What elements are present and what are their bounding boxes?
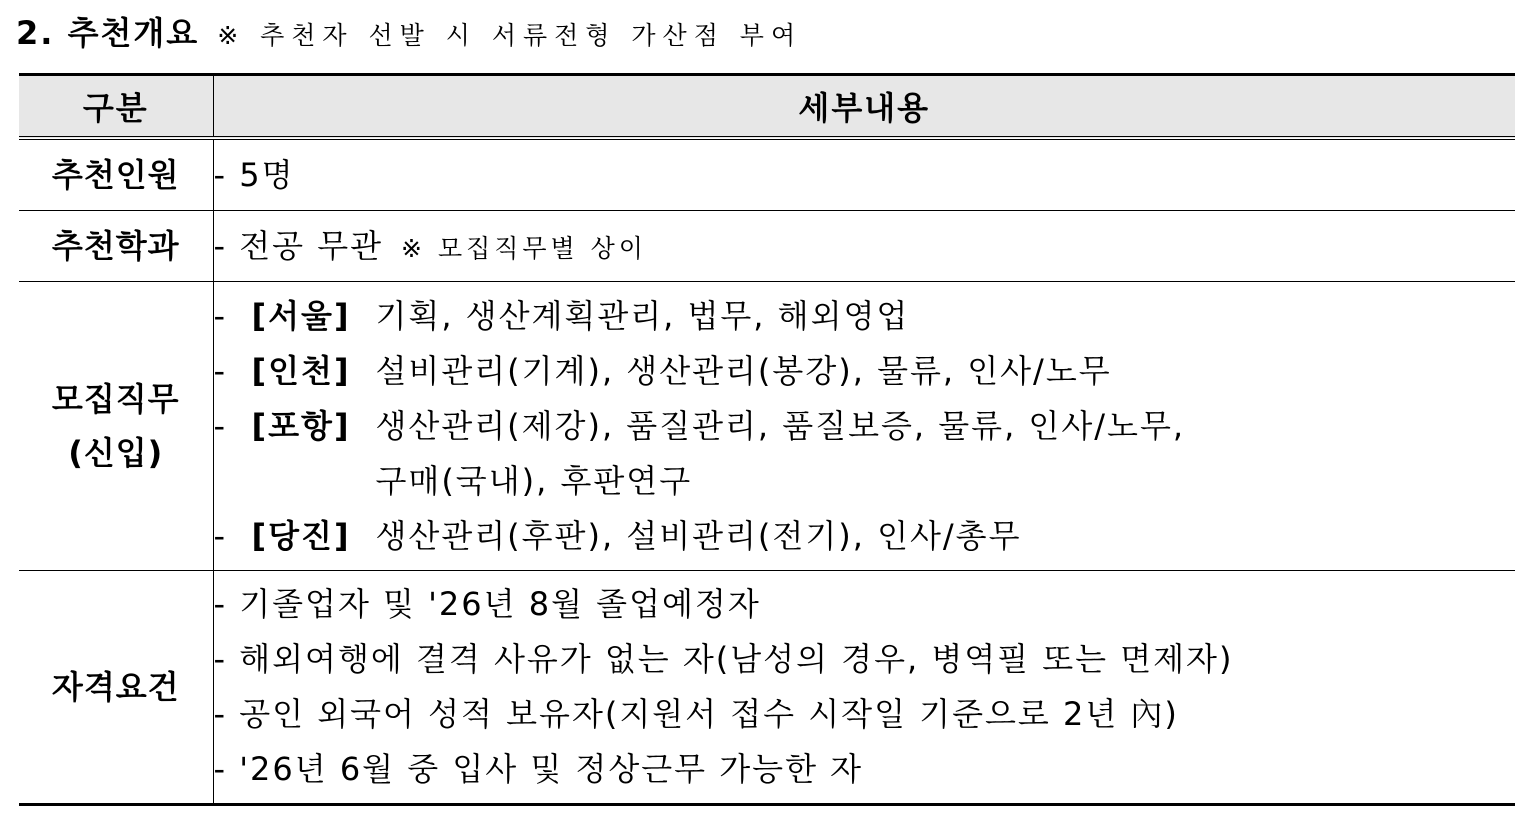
bullet-dash: - xyxy=(213,516,228,555)
major-text: - 전공 무관 xyxy=(213,226,384,265)
table-row-major xyxy=(19,211,1515,282)
job-location: [서울] xyxy=(251,296,351,335)
table-row-count xyxy=(19,138,1515,211)
bullet-dash: - xyxy=(213,406,228,445)
row-label-major: 추천학과 xyxy=(19,211,213,282)
qualification-line: - 해외여행에 결격 사유가 없는 자(남성의 경우, 병역필 또는 면제자) xyxy=(213,640,1234,678)
row-content-qualifications xyxy=(213,571,1515,805)
job-entry-seoul xyxy=(214,289,1516,344)
row-content-major xyxy=(213,211,1515,282)
qualification-line: - 공인 외국어 성적 보유자(지원서 접수 시작일 기준으로 2년 內) xyxy=(213,695,1179,733)
table-row-qualifications xyxy=(19,571,1515,805)
job-entry-pohang-continuation: 구매(국내), 후판연구 xyxy=(375,461,693,500)
jobs-label-line1: 모집직무 xyxy=(51,380,180,418)
job-location: [당진] xyxy=(251,516,351,555)
major-line xyxy=(214,219,1516,274)
recommendation-overview-table xyxy=(19,73,1515,806)
qualification-line: - '26년 6월 중 입사 및 정상근무 가능한 자 xyxy=(213,750,864,788)
section-title: 2. 추천개요 xyxy=(16,14,200,52)
row-content-count xyxy=(213,138,1515,211)
qualification-line: - 기졸업자 및 '26년 8월 졸업예정자 xyxy=(213,585,761,623)
header-category: 구분 xyxy=(19,75,213,139)
job-list: 기획, 생산계획관리, 법무, 해외영업 xyxy=(375,296,910,335)
table-header-row xyxy=(19,75,1515,139)
job-location: [인천] xyxy=(251,351,351,390)
major-note: ※ 모집직무별 상이 xyxy=(401,233,647,263)
count-line: - 5명 xyxy=(213,155,295,194)
jobs-label-line2: (신입) xyxy=(68,434,164,472)
row-label-count: 추천인원 xyxy=(19,138,213,211)
header-details: 세부내용 xyxy=(213,75,1515,139)
row-label-jobs xyxy=(19,282,213,571)
job-entry-incheon xyxy=(214,344,1516,399)
job-entry-pohang xyxy=(214,399,1516,454)
section-heading xyxy=(16,8,802,54)
job-list: 설비관리(기계), 생산관리(봉강), 물류, 인사/노무 xyxy=(375,351,1112,390)
row-label-qualifications: 자격요건 xyxy=(19,571,213,805)
row-content-jobs xyxy=(213,282,1515,571)
section-note: ※ 추천자 선발 시 서류전형 가산점 부여 xyxy=(217,21,803,50)
job-list: 생산관리(후판), 설비관리(전기), 인사/총무 xyxy=(375,516,1022,555)
job-list: 생산관리(제강), 품질관리, 품질보증, 물류, 인사/노무, xyxy=(375,406,1186,445)
job-location: [포항] xyxy=(251,406,351,445)
job-entry-dangjin xyxy=(214,509,1516,564)
table-row-jobs xyxy=(19,282,1515,571)
bullet-dash: - xyxy=(213,351,228,390)
bullet-dash: - xyxy=(213,296,228,335)
